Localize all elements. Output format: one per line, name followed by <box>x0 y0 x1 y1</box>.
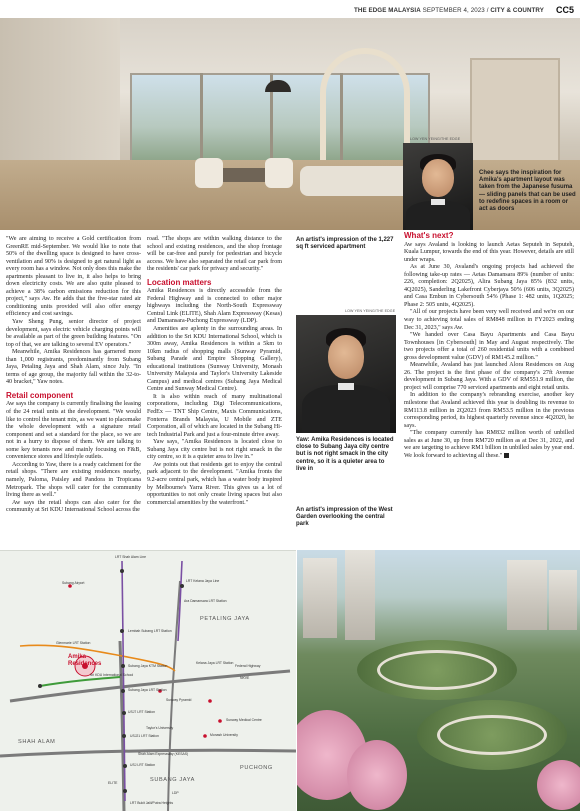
photo-chair <box>195 158 223 188</box>
lrt-station-dot <box>120 569 124 573</box>
map-label: Subang Jaya LRT Station <box>128 688 167 692</box>
portrait-collar <box>431 199 445 205</box>
subhead-whats-next: What's next? <box>404 231 454 240</box>
lrt-station-dot <box>121 689 125 693</box>
paragraph: It is also within reach of many multinational corporations, including Digi Telecommunications, FedEx — TNT Ship Centre, Maxis Communications, Fonterra Brands Malaysia, U Mobile and ZTE Corporation, all of which are located in the Subang Hi-tech Industrial Park and just a four-minute drive away. <box>147 393 282 438</box>
render-blossom-tree <box>537 760 580 810</box>
paragraph: "We are aiming to receive a Gold certification from GreenRE mid-September. We would like to note that 50% of the dwelling space is designed to have cross-ventilation and 90% is designed to get natural light as every room has a window. Not only does this make the apartments pleasant to live in, it also helps to bring down electricity costs. We are also quite pleased to achieve a 38% carbon emissions reduction for this project," says Aw. He adds that the five-star rated air conditioning units provided will also offer energy efficiency and cost savings. <box>6 236 141 318</box>
caption-yaw: Yaw: Amika Residences is located close to Subang Jaya city centre but is not right smack in the city centre, so it is a quieter area to live in <box>296 437 394 472</box>
issue-date: SEPTEMBER 4, 2023 <box>422 7 485 14</box>
map-label: Sunway Pyramid <box>166 698 192 702</box>
paragraph: "All of our projects have been very well received and we're on our way to achieving total sales of RM848 million in FY2023 ending Dec 31, 2023," says Aw. <box>404 309 574 331</box>
map-label: Glenmarie LRT Station <box>56 641 91 645</box>
west-garden-render <box>297 550 580 811</box>
separator: / <box>486 7 489 14</box>
paragraph: Aw says Avaland is looking to launch Aetas Seputeh in Seputeh, Kuala Lumpur, towards the end of this year. However, details are still under wraps. <box>404 241 574 263</box>
map-label: Taylor's University <box>146 726 174 730</box>
article-column-4 <box>404 232 574 460</box>
article-column-2 <box>147 236 282 507</box>
lrt-station-dot <box>121 664 125 668</box>
area-label: SUBANG JAYA <box>150 777 195 783</box>
map-label: Sunway Medical Centre <box>226 718 262 722</box>
map-label: Kelana Jaya LRT Station <box>196 661 234 665</box>
running-header <box>354 7 544 14</box>
map-label: USJ7 LRT Station <box>128 710 156 714</box>
amika-residences-label <box>68 654 101 667</box>
map-label: Shah Alam Expressway (KESAS) <box>138 752 189 756</box>
paragraph: Yaw says, "Amika Residences is located close to Subang Jaya city centre but is not right smack in the city centre, so it is a quieter area to live in." <box>147 439 282 461</box>
paragraph: Meanwhile, Avaland has just launched Alora Residences on Aug 26. The project is the first phase of the company's 27ft Avenue development in Subang Jaya. With a GDV of RM551.9 million, the project will comprise 770 serviced apartments and eight retail units. <box>404 362 574 391</box>
map-label: USJ21 LRT Station <box>130 734 159 738</box>
access-route <box>40 677 120 686</box>
subhead-retail: Retail component <box>6 390 74 400</box>
paragraph: Meanwhile, Amika Residences has garnered more than 1,000 registrants, predominantly from Subang Jaya, Petaling Jaya and Shah Alam, since July. "In terms of age group, the majority fall within the 32-to-40 bracket," Yaw notes. <box>6 349 141 386</box>
lrt-station-dot <box>122 734 126 738</box>
paragraph: Aw points out that residents get to enjoy the central park adjacent to the development. "Amika fronts the 9.2-acre central park, which has a water body inspired by Melbourne's Yarra River. This gives us a lot of opportunities to not only create living spaces but also commercial amenities by the waterfront." <box>147 461 282 506</box>
map-label: USJ LRT Station <box>130 763 156 767</box>
paragraph: Aw says the company is currently finalising the leasing of the 24 retail units at the development. "We would like to control the tenant mix, as we want to placemake the whole development with a signature retail component and set a standard for the place, so we are not in a hurry to dispose of them. We are talking to some key tenants now and mainly focusing on F&B, convenience stores and lifestyle outlets. <box>6 401 141 461</box>
article-column-1 <box>6 236 141 515</box>
render-tower <box>507 560 547 630</box>
amika-label-line: Residences <box>68 660 102 667</box>
portrait-yaw <box>296 315 396 433</box>
paragraph-text: "The company currently has RM832 million worth of unbilled sales as at June 30, up from RM720 million as at Dec 31, 2022, and we are targeting to achieve RM1 billion in unbilled sales by year end. We look forward to achieving all these." <box>404 430 574 459</box>
subhead-location: Location matters <box>147 277 212 287</box>
map-label: LDP <box>172 791 179 795</box>
paragraph: In addition to the company's rebranding exercise, another key milestone that Avaland achieved this year is doubling its revenue to RM113.8 million in 2Q2023 from RM53.5 million in the previous corresponding period, its highest quarterly revenue since 4Q2020, he says. <box>404 392 574 429</box>
lrt-station-dot <box>123 789 127 793</box>
paragraph: As at June 30, Avaland's ongoing projects had achieved the following take-up rates — Aetas Damansara 89% (number of units: 226, completion: 2Q2025), Alira Subang Jaya 85% (832 units, 4Q2025), Sanderling Lakefront Cyberjaya 50% (606 units, 3Q2025) and Casa Embun in Cybersouth 54% (Phase 1: 482 units, 1Q2025; Phase 2: 505 units, 4Q2025). <box>404 264 574 308</box>
area-label: SHAH ALAM <box>18 739 56 745</box>
lrt-station-dot <box>122 711 126 715</box>
paragraph: road. "The shops are within walking distance to the school and existing residences, and the shop frontage will be car-free and purely for pedestrian and bicycle access. We have also separated the retail car park from the residents' car park for privacy and security." <box>147 236 282 273</box>
paragraph <box>404 430 574 460</box>
map-label: NKVE <box>240 676 250 680</box>
photo-credit: LOW YEN YEING/THE EDGE <box>410 137 461 141</box>
map-label: LRT Shah Alam Line <box>115 555 146 559</box>
portrait-face <box>328 335 364 379</box>
paragraph: "We handed over Casa Bayu Apartments and Casa Bayu Townhouses [in Cybersouth] in May and August respectively. The two projects offer a total of 260 residential units with a combined gross development value (GDV) of RM145.2 million." <box>404 332 574 361</box>
portrait-chee <box>403 143 473 230</box>
caption-west-garden: An artist's impression of the West Garden overlooking the central park <box>296 507 393 528</box>
paragraph: According to Yaw, there is a ready catchment for the retail shops. "There are existing residences nearby, namely, Paloma, Paisley and Pandora in Tropicana Metropark. The shops will cater for the community living there as well." <box>6 461 141 499</box>
portrait-shirt <box>406 201 470 230</box>
paragraph: Amika Residences is directly accessible from the Federal Highway and is connected to other major highways including the North-South Expressway Central Link (ELITE), Shah Alam Expressway (Kesas) and Damansara-Puchong Expressway (LDP). <box>147 288 282 325</box>
caption-serviced-apartment: An artist's impression of the 1,227 sq ft serviced apartment <box>296 237 394 251</box>
photo-credit: LOW YEN YEING/THE EDGE <box>345 309 396 313</box>
brand-name: THE EDGE MALAYSIA <box>354 7 421 14</box>
map-label: Subang Airport <box>62 581 85 585</box>
map-label: Federal Highway <box>235 664 261 668</box>
location-map <box>0 550 296 811</box>
lrt-station-dot <box>38 684 42 688</box>
paragraph: Aw says the retail shops can also cater for the community at Sri KDU International School across the <box>6 499 141 514</box>
amika-label-line: Amika <box>68 654 87 660</box>
map-label: Sri KDU International School <box>90 673 134 677</box>
photo-arch <box>320 48 410 168</box>
lrt-station-dot <box>180 584 184 588</box>
render-path <box>437 715 547 755</box>
map-label: Lembah Subang LRT Station <box>128 629 172 633</box>
lrt-station-dot <box>123 764 127 768</box>
amenity-dot <box>208 699 212 703</box>
map-label: Subang Jaya KTM Station <box>128 664 168 668</box>
area-label: PUCHONG <box>240 765 273 771</box>
map-label: LRT Kelana Jaya Line <box>186 579 220 583</box>
portrait-collar <box>338 383 354 390</box>
render-blossom-tree <box>347 740 407 810</box>
map-label: LRT Bukit Jalil/Putra Heights <box>130 801 174 805</box>
render-tower <box>303 558 337 638</box>
map-routes <box>0 551 296 811</box>
photo-chair <box>265 158 293 188</box>
amenity-dot <box>203 734 207 738</box>
portrait-shirt <box>302 385 390 433</box>
caption-chee: Chee says the inspiration for Amika's apartment layout was taken from the Japanese fusuma — sliding panels that can be used to redefine spaces in a room or act as doors <box>479 170 576 213</box>
map-label: Monash University <box>210 733 238 737</box>
render-tower <box>345 550 375 640</box>
paragraph: Amenities are aplenty in the surrounding areas. In addition to the Sri KDU International School, which is 300m away, Amika Residences is within a 5km to 10km radius of shopping malls (Sunway Pyramid, Subang Parade and Empire Shopping Gallery), educational institutions (Sunway University, Monash University Malaysia and Taylor's University Lakeside Campus) and medical centres (Subang Jaya Medical Centre and Sunway Medical Centre). <box>147 326 282 393</box>
render-path <box>377 650 497 690</box>
map-label: ELITE <box>108 781 118 785</box>
area-label: PETALING JAYA <box>200 616 250 622</box>
portrait-face <box>422 159 454 197</box>
paragraph: Yaw Sheng Pung, senior director of project development, says electric vehicle charging points will be available as part of the green building features. "On top of that, we are talking to several EV operators." <box>6 319 141 348</box>
amenity-dot <box>218 719 222 723</box>
lrt-station-dot <box>120 629 124 633</box>
render-tower <box>549 570 577 630</box>
map-label: Ara Damansara LRT Station <box>184 599 227 603</box>
page-number: CC5 <box>555 5 574 15</box>
photo-window-frame <box>200 73 203 163</box>
end-of-story-icon <box>504 453 509 458</box>
section-name: CITY & COUNTRY <box>490 7 544 14</box>
